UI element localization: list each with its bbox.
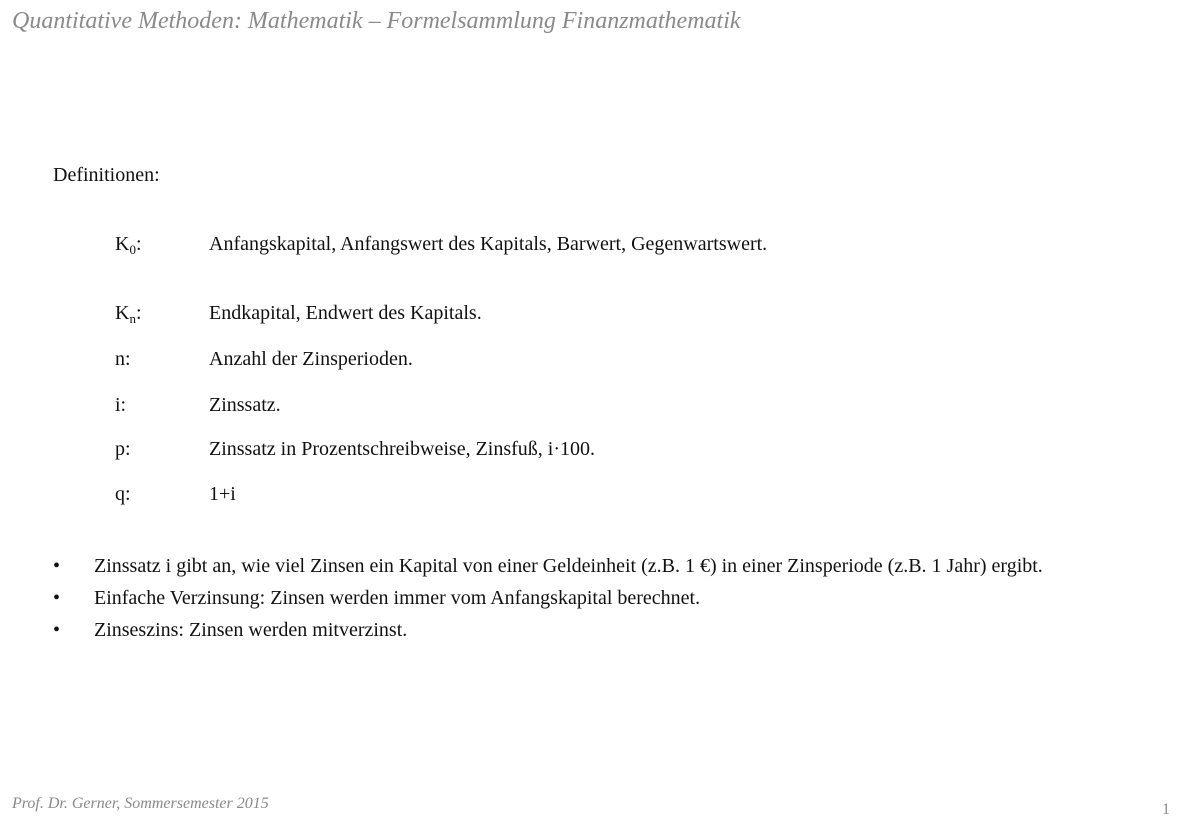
term-suffix: : [135,302,142,324]
bullet-text: Zinssatz i gibt an, wie viel Zinsen ein Kapital von einer Geldeinheit (z.B. 1 €) in einer Zinsperiode (z.B. 1 Jahr) ergibt. [94,555,1043,577]
definition-term: p: [115,438,131,460]
bullet-marker: • [53,587,61,609]
bullet-item [53,585,1133,611]
definition-term [115,231,142,257]
definition-term: i: [115,394,127,416]
definition-description: Zinssatz in Prozentschreibweise, Zinsfuß, i·100. [209,438,596,460]
definition-description: Zinssatz. [209,394,281,416]
section-heading: Definitionen: [53,164,160,186]
term-subscript: 0 [129,242,136,257]
definition-description: Anzahl der Zinsperioden. [209,348,413,370]
page-number: 1 [1162,801,1170,818]
term-base: K [115,302,130,324]
bullet-marker: • [53,555,61,577]
definition-term [115,300,142,326]
bullet-marker: • [53,619,61,641]
bullet-item [53,617,1133,643]
definition-term: q: [115,483,131,505]
definition-description: 1+i [209,483,236,505]
term-subscript: n [129,311,136,326]
bullet-list [53,553,1133,649]
term-base: K [115,233,130,255]
bullet-text: Einfache Verzinsung: Zinsen werden immer vom Anfangskapital berechnet. [94,587,701,609]
bullet-text: Zinseszins: Zinsen werden mitverzinst. [94,619,408,641]
definition-description: Endkapital, Endwert des Kapitals. [209,302,482,324]
page-header-title: Quantitative Methoden: Mathematik – Formelsammlung Finanzmathematik [12,8,741,34]
term-suffix: : [135,233,142,255]
bullet-item [53,553,1133,579]
definition-term: n: [115,348,131,370]
definition-description: Anfangskapital, Anfangswert des Kapitals, Barwert, Gegenwartswert. [209,233,768,255]
footer-author: Prof. Dr. Gerner, Sommersemester 2015 [12,795,269,812]
